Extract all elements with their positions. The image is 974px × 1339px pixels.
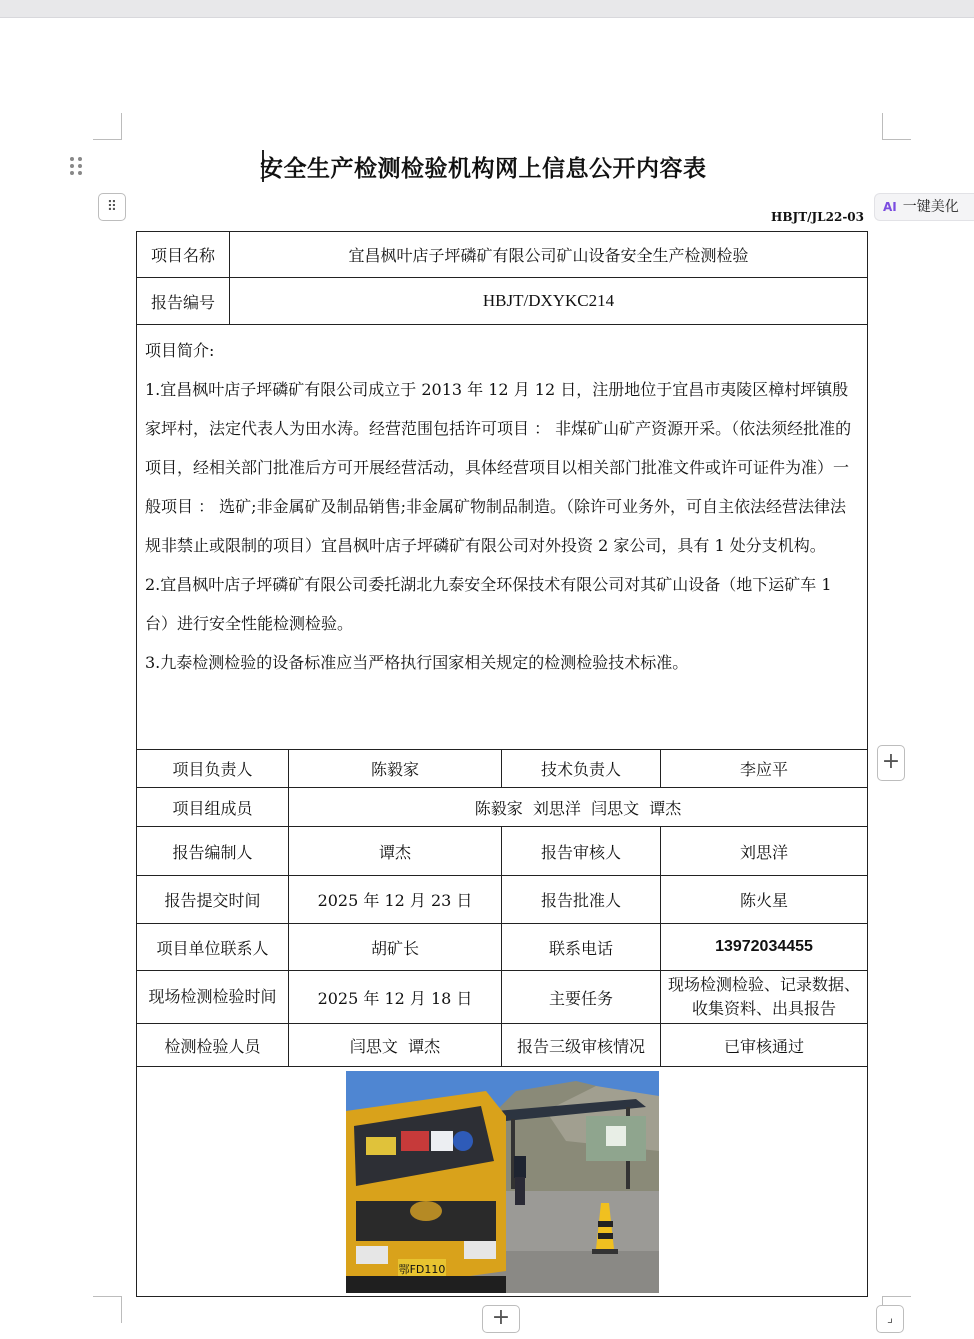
photo-cell	[137, 1067, 868, 1297]
inspectors-value[interactable]: 闫思文 谭杰	[289, 1024, 502, 1067]
onsite-date-value[interactable]: 2025 年 12 月 18 日	[289, 971, 502, 1024]
inspectors-label: 检测检验人员	[137, 1024, 289, 1067]
beautify-label: 一键美化	[902, 199, 959, 215]
phone-value[interactable]: 13972034455	[661, 924, 868, 971]
inspection-photo[interactable]	[346, 1071, 659, 1293]
project-name-value[interactable]: 宜昌枫叶店子坪磷矿有限公司矿山设备安全生产检测检验	[230, 232, 868, 278]
tech-value[interactable]: 李应平	[661, 750, 868, 788]
window-top-bar	[0, 0, 974, 18]
resize-icon: ⌟	[886, 1311, 894, 1326]
leader-value[interactable]: 陈毅家	[289, 750, 502, 788]
table-handle-button[interactable]	[98, 193, 126, 221]
review-value[interactable]: 已审核通过	[661, 1024, 868, 1067]
plus-icon: +	[491, 1305, 511, 1330]
editor-label: 报告编制人	[137, 827, 289, 876]
approver-value[interactable]: 陈火星	[661, 876, 868, 924]
plus-icon: +	[881, 749, 901, 774]
info-table	[136, 231, 868, 1297]
submit-date-label: 报告提交时间	[137, 876, 289, 924]
members-label: 项目组成员	[137, 788, 289, 827]
intro-paragraph-3: 3.九泰检测检验的设备标准应当严格执行国家相关规定的检测检验技术标准。	[145, 653, 689, 672]
drag-handle-icon[interactable]	[68, 155, 84, 177]
reviewer-value[interactable]: 刘思洋	[661, 827, 868, 876]
page-margin-mark-bottom-left	[93, 1296, 122, 1323]
task-value[interactable]: 现场检测检验、记录数据、收集资料、出具报告	[661, 971, 868, 1024]
add-column-button[interactable]	[877, 745, 905, 781]
document-title[interactable]: 安全生产检测检验机构网上信息公开内容表	[260, 156, 707, 182]
task-label: 主要任务	[502, 971, 661, 1024]
intro-paragraph-2: 2.宜昌枫叶店子坪磷矿有限公司委托湖北九泰安全环保技术有限公司对其矿山设备（地下运矿车 1 台）进行安全性能检测检验。	[145, 575, 832, 633]
license-plate-text: 鄂FD110	[398, 1263, 445, 1276]
submit-date-value[interactable]: 2025 年 12 月 23 日	[289, 876, 502, 924]
review-label: 报告三级审核情况	[502, 1024, 661, 1067]
leader-label: 项目负责人	[137, 750, 289, 788]
project-name-label: 项目名称	[137, 232, 230, 278]
onsite-date-label: 现场检测检验时间	[137, 971, 289, 1024]
document-code: HBJT/JL22-03	[771, 210, 864, 224]
page-margin-mark-top-left	[93, 113, 122, 140]
ai-icon: AI	[883, 200, 897, 214]
phone-label: 联系电话	[502, 924, 661, 971]
report-no-value[interactable]: HBJT/DXYKC214	[230, 278, 868, 325]
reviewer-label: 报告审核人	[502, 827, 661, 876]
tech-label: 技术负责人	[502, 750, 661, 788]
grip-icon: ⠿	[106, 199, 118, 215]
add-row-button[interactable]	[482, 1305, 520, 1333]
contact-value[interactable]: 胡矿长	[289, 924, 502, 971]
project-intro-cell[interactable]	[137, 325, 868, 750]
contact-label: 项目单位联系人	[137, 924, 289, 971]
editor-value[interactable]: 谭杰	[289, 827, 502, 876]
report-no-label: 报告编号	[137, 278, 230, 325]
approver-label: 报告批准人	[502, 876, 661, 924]
members-value[interactable]: 陈毅家 刘思洋 闫思文 谭杰	[289, 788, 868, 827]
page-margin-mark-top-right	[882, 113, 911, 140]
intro-title: 项目简介:	[145, 341, 215, 360]
ai-beautify-button[interactable]	[874, 193, 974, 221]
intro-paragraph-1: 1.宜昌枫叶店子坪磷矿有限公司成立于 2013 年 12 月 12 日，注册地位于宜昌市夷陵区樟村坪镇殷家坪村，法定代表人为田水涛。经营范围包括许可项目 ： 非煤矿山矿产资源开采。（依法须经批准的项目，经相关部门批准后方可开展经营活动，具体经营项目以相关部门批准文件或许可证件为准）一般项目 ： 选矿;非金属矿及制品销售;非金属矿物制品制造。（除许可业务外，可自主依法经营法律法规非禁止或限制的项目）宜昌枫叶店子坪磷矿有限公司对外投资 2 家公司，具有 1 处分支机构。	[145, 380, 852, 555]
table-resize-button[interactable]	[876, 1305, 904, 1333]
